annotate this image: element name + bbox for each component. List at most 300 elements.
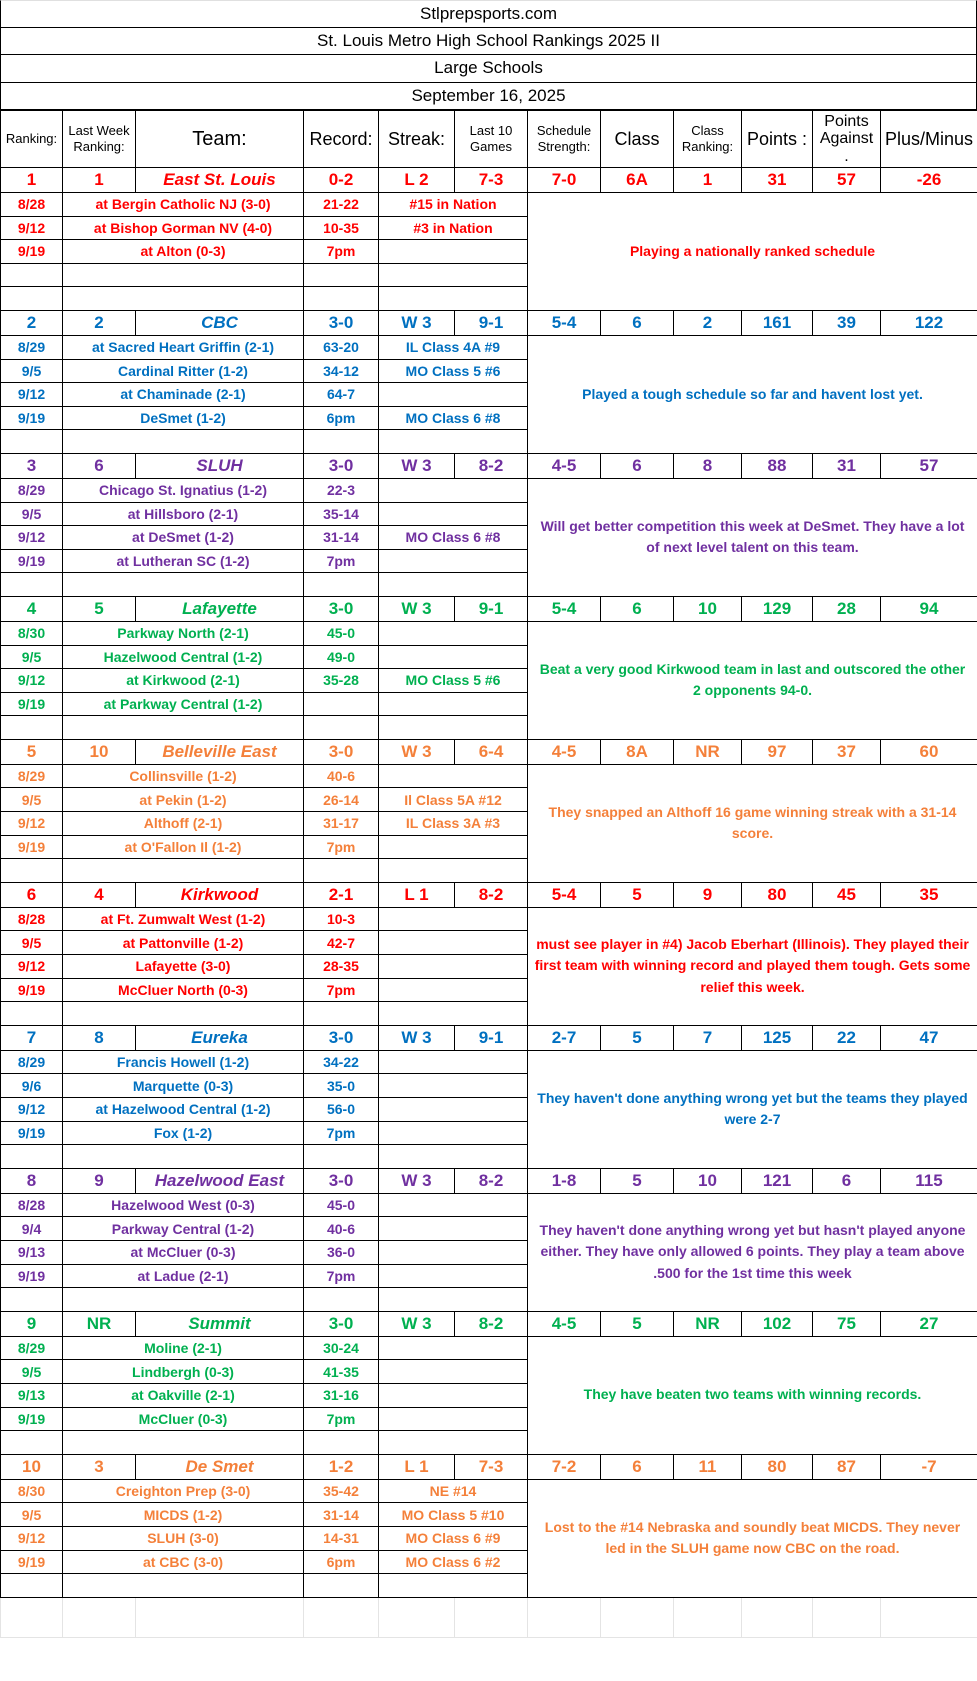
last-week-rank: 4 bbox=[63, 882, 136, 907]
game-date: 9/19 bbox=[1, 978, 63, 1002]
team-streak: W 3 bbox=[379, 596, 455, 621]
team-last10: 9-1 bbox=[455, 310, 528, 335]
schedule-strength: 4-5 bbox=[528, 739, 601, 764]
game-note bbox=[379, 907, 528, 931]
plus-minus: -26 bbox=[881, 168, 977, 193]
game-date: 9/12 bbox=[1, 955, 63, 979]
game-opponent: Francis Howell (1-2) bbox=[63, 1050, 304, 1074]
team-comment: They snapped an Althoff 16 game winning streak with a 31-14 score. bbox=[528, 764, 977, 882]
game-opponent: DeSmet (1-2) bbox=[63, 406, 304, 430]
team-rank: 5 bbox=[1, 739, 63, 764]
game-row bbox=[1, 1479, 977, 1503]
date-title: September 16, 2025 bbox=[0, 83, 977, 111]
game-date: 9/6 bbox=[1, 1074, 63, 1098]
game-result bbox=[304, 692, 379, 716]
team-name: Summit bbox=[136, 1311, 304, 1336]
game-note bbox=[379, 549, 528, 573]
team-class: 8A bbox=[601, 739, 674, 764]
game-note bbox=[379, 645, 528, 669]
game-note: MO Class 5 #6 bbox=[379, 669, 528, 693]
team-comment: must see player in #4) Jacob Eberhart (Illinois). They played their first team with winning record and played them tough. Gets some relief this week. bbox=[528, 907, 977, 1025]
points-against: 57 bbox=[813, 168, 881, 193]
game-note bbox=[379, 764, 528, 788]
team-name: Lafayette bbox=[136, 596, 304, 621]
game-date: 9/13 bbox=[1, 1240, 63, 1264]
game-opponent: at Sacred Heart Griffin (2-1) bbox=[63, 335, 304, 359]
team-streak: L 1 bbox=[379, 1454, 455, 1479]
schedule-strength: 4-5 bbox=[528, 1311, 601, 1336]
col-ranking: Ranking: bbox=[1, 111, 63, 168]
col-record: Record: bbox=[304, 111, 379, 168]
class-rank: 10 bbox=[674, 596, 742, 621]
class-rank: 1 bbox=[674, 168, 742, 193]
game-note bbox=[379, 1336, 528, 1360]
last-week-rank: 6 bbox=[63, 453, 136, 478]
points-for: 161 bbox=[742, 310, 813, 335]
game-opponent: Creighton Prep (3-0) bbox=[63, 1479, 304, 1503]
points-for: 80 bbox=[742, 1454, 813, 1479]
team-streak: W 3 bbox=[379, 1025, 455, 1050]
game-note: MO Class 6 #8 bbox=[379, 406, 528, 430]
game-date: 9/19 bbox=[1, 406, 63, 430]
site-title: Stlprepsports.com bbox=[0, 0, 977, 28]
game-result: 63-20 bbox=[304, 335, 379, 359]
col-schedule-strength: Schedule Strength: bbox=[528, 111, 601, 168]
game-date: 9/19 bbox=[1, 1550, 63, 1574]
game-note bbox=[379, 978, 528, 1002]
team-comment: Beat a very good Kirkwood team in last and outscored the other 2 opponents 94-0. bbox=[528, 621, 977, 739]
team-rank: 8 bbox=[1, 1168, 63, 1193]
game-date: 9/5 bbox=[1, 502, 63, 526]
team-row bbox=[1, 1311, 977, 1336]
game-date: 9/12 bbox=[1, 383, 63, 407]
team-name: Belleville East bbox=[136, 739, 304, 764]
team-rank: 10 bbox=[1, 1454, 63, 1479]
game-result: 42-7 bbox=[304, 931, 379, 955]
game-row bbox=[1, 193, 977, 217]
rankings-table bbox=[0, 110, 977, 1638]
game-result: 30-24 bbox=[304, 1336, 379, 1360]
game-opponent: Fox (1-2) bbox=[63, 1121, 304, 1145]
game-opponent: at Ladue (2-1) bbox=[63, 1264, 304, 1288]
team-comment: Lost to the #14 Nebraska and soundly beat MICDS. They never led in the SLUH game now CBC on the road. bbox=[528, 1479, 977, 1597]
last-week-rank: 5 bbox=[63, 596, 136, 621]
team-class: 6 bbox=[601, 310, 674, 335]
game-note: Il Class 5A #12 bbox=[379, 788, 528, 812]
team-row bbox=[1, 739, 977, 764]
game-opponent: Lindbergh (0-3) bbox=[63, 1360, 304, 1384]
game-opponent: at O'Fallon Il (1-2) bbox=[63, 835, 304, 859]
schedule-strength: 5-4 bbox=[528, 596, 601, 621]
column-header-row bbox=[1, 111, 977, 168]
team-comment: Will get better competition this week at DeSmet. They have a lot of next level talent on this team. bbox=[528, 478, 977, 596]
game-note bbox=[379, 835, 528, 859]
team-record: 3-0 bbox=[304, 739, 379, 764]
game-result: 31-16 bbox=[304, 1383, 379, 1407]
game-date: 8/29 bbox=[1, 478, 63, 502]
team-row bbox=[1, 1025, 977, 1050]
game-result: 7pm bbox=[304, 835, 379, 859]
game-date: 9/12 bbox=[1, 812, 63, 836]
col-last10: Last 10 Games bbox=[455, 111, 528, 168]
game-row bbox=[1, 907, 977, 931]
game-result: 41-35 bbox=[304, 1360, 379, 1384]
game-result: 40-6 bbox=[304, 1217, 379, 1241]
game-result: 35-14 bbox=[304, 502, 379, 526]
team-rank: 9 bbox=[1, 1311, 63, 1336]
team-class: 6 bbox=[601, 453, 674, 478]
game-note bbox=[379, 240, 528, 264]
team-record: 3-0 bbox=[304, 1168, 379, 1193]
game-note bbox=[379, 478, 528, 502]
schedule-strength: 5-4 bbox=[528, 882, 601, 907]
game-result: 6pm bbox=[304, 406, 379, 430]
game-result: 10-3 bbox=[304, 907, 379, 931]
points-against: 87 bbox=[813, 1454, 881, 1479]
game-date: 9/12 bbox=[1, 669, 63, 693]
team-streak: L 1 bbox=[379, 882, 455, 907]
schedule-strength: 5-4 bbox=[528, 310, 601, 335]
game-opponent: at Lutheran SC (1-2) bbox=[63, 549, 304, 573]
game-result: 7pm bbox=[304, 549, 379, 573]
game-date: 9/19 bbox=[1, 692, 63, 716]
last-week-rank: 8 bbox=[63, 1025, 136, 1050]
game-date: 9/19 bbox=[1, 835, 63, 859]
team-name: Kirkwood bbox=[136, 882, 304, 907]
team-class: 6A bbox=[601, 168, 674, 193]
game-row bbox=[1, 478, 977, 502]
team-row bbox=[1, 1454, 977, 1479]
team-streak: W 3 bbox=[379, 1311, 455, 1336]
game-date: 8/30 bbox=[1, 621, 63, 645]
game-opponent: SLUH (3-0) bbox=[63, 1526, 304, 1550]
game-note bbox=[379, 1360, 528, 1384]
team-record: 2-1 bbox=[304, 882, 379, 907]
game-note bbox=[379, 931, 528, 955]
game-opponent: at Hazelwood Central (1-2) bbox=[63, 1098, 304, 1122]
team-last10: 8-2 bbox=[455, 453, 528, 478]
col-streak: Streak: bbox=[379, 111, 455, 168]
game-note bbox=[379, 502, 528, 526]
game-opponent: Althoff (2-1) bbox=[63, 812, 304, 836]
game-note bbox=[379, 1240, 528, 1264]
game-result: 35-42 bbox=[304, 1479, 379, 1503]
game-date: 8/30 bbox=[1, 1479, 63, 1503]
game-row bbox=[1, 764, 977, 788]
game-opponent: Hazelwood West (0-3) bbox=[63, 1193, 304, 1217]
game-note bbox=[379, 955, 528, 979]
game-date: 9/19 bbox=[1, 240, 63, 264]
game-opponent: at Oakville (2-1) bbox=[63, 1383, 304, 1407]
team-streak: W 3 bbox=[379, 310, 455, 335]
team-comment: Playing a nationally ranked schedule bbox=[528, 193, 977, 311]
game-row bbox=[1, 1336, 977, 1360]
game-note: MO Class 5 #10 bbox=[379, 1503, 528, 1527]
team-name: East St. Louis bbox=[136, 168, 304, 193]
game-opponent: at Bergin Catholic NJ (3-0) bbox=[63, 193, 304, 217]
game-note: MO Class 6 #9 bbox=[379, 1526, 528, 1550]
game-opponent: at McCluer (0-3) bbox=[63, 1240, 304, 1264]
team-last10: 9-1 bbox=[455, 596, 528, 621]
game-opponent: McCluer (0-3) bbox=[63, 1407, 304, 1431]
col-last-week: Last Week Ranking: bbox=[63, 111, 136, 168]
game-date: 9/19 bbox=[1, 1121, 63, 1145]
team-name: Eureka bbox=[136, 1025, 304, 1050]
plus-minus: -7 bbox=[881, 1454, 977, 1479]
game-note: #3 in Nation bbox=[379, 216, 528, 240]
team-row bbox=[1, 310, 977, 335]
team-row bbox=[1, 168, 977, 193]
game-date: 9/12 bbox=[1, 216, 63, 240]
team-row bbox=[1, 1168, 977, 1193]
class-rank: 11 bbox=[674, 1454, 742, 1479]
empty-trailing-row bbox=[1, 1597, 977, 1637]
game-opponent: Marquette (0-3) bbox=[63, 1074, 304, 1098]
points-against: 31 bbox=[813, 453, 881, 478]
game-opponent: at Pekin (1-2) bbox=[63, 788, 304, 812]
game-result: 7pm bbox=[304, 1264, 379, 1288]
game-note bbox=[379, 1050, 528, 1074]
points-against: 37 bbox=[813, 739, 881, 764]
team-last10: 8-2 bbox=[455, 1168, 528, 1193]
plus-minus: 47 bbox=[881, 1025, 977, 1050]
game-note bbox=[379, 1264, 528, 1288]
game-opponent: at Hillsboro (2-1) bbox=[63, 502, 304, 526]
team-class: 6 bbox=[601, 596, 674, 621]
team-row bbox=[1, 596, 977, 621]
game-result: 26-14 bbox=[304, 788, 379, 812]
game-opponent: at Kirkwood (2-1) bbox=[63, 669, 304, 693]
game-date: 8/29 bbox=[1, 335, 63, 359]
col-points: Points : bbox=[742, 111, 813, 168]
last-week-rank: 10 bbox=[63, 739, 136, 764]
game-note bbox=[379, 692, 528, 716]
game-opponent: at CBC (3-0) bbox=[63, 1550, 304, 1574]
class-rank: 10 bbox=[674, 1168, 742, 1193]
game-opponent: Parkway Central (1-2) bbox=[63, 1217, 304, 1241]
class-rank: 7 bbox=[674, 1025, 742, 1050]
division-title: Large Schools bbox=[0, 55, 977, 83]
game-date: 8/28 bbox=[1, 1193, 63, 1217]
team-name: De Smet bbox=[136, 1454, 304, 1479]
team-record: 1-2 bbox=[304, 1454, 379, 1479]
team-last10: 6-4 bbox=[455, 739, 528, 764]
points-against: 39 bbox=[813, 310, 881, 335]
team-row bbox=[1, 453, 977, 478]
game-opponent: Parkway North (2-1) bbox=[63, 621, 304, 645]
team-record: 3-0 bbox=[304, 310, 379, 335]
plus-minus: 115 bbox=[881, 1168, 977, 1193]
game-date: 9/12 bbox=[1, 1098, 63, 1122]
team-class: 5 bbox=[601, 1311, 674, 1336]
col-points-against: Points Against . bbox=[813, 111, 881, 168]
game-opponent: at Alton (0-3) bbox=[63, 240, 304, 264]
points-against: 22 bbox=[813, 1025, 881, 1050]
team-class: 5 bbox=[601, 1168, 674, 1193]
game-row bbox=[1, 1050, 977, 1074]
game-result: 22-3 bbox=[304, 478, 379, 502]
game-opponent: Collinsville (1-2) bbox=[63, 764, 304, 788]
team-record: 3-0 bbox=[304, 1311, 379, 1336]
schedule-strength: 7-2 bbox=[528, 1454, 601, 1479]
game-opponent: Chicago St. Ignatius (1-2) bbox=[63, 478, 304, 502]
game-note bbox=[379, 1074, 528, 1098]
game-date: 9/5 bbox=[1, 359, 63, 383]
plus-minus: 57 bbox=[881, 453, 977, 478]
game-note: MO Class 6 #8 bbox=[379, 526, 528, 550]
class-rank: NR bbox=[674, 1311, 742, 1336]
page-title: St. Louis Metro High School Rankings 2025 II bbox=[0, 28, 977, 56]
game-result: 35-0 bbox=[304, 1074, 379, 1098]
game-date: 8/28 bbox=[1, 193, 63, 217]
team-streak: W 3 bbox=[379, 739, 455, 764]
game-opponent: Cardinal Ritter (1-2) bbox=[63, 359, 304, 383]
last-week-rank: NR bbox=[63, 1311, 136, 1336]
game-note: MO Class 6 #2 bbox=[379, 1550, 528, 1574]
col-class-ranking: Class Ranking: bbox=[674, 111, 742, 168]
plus-minus: 94 bbox=[881, 596, 977, 621]
schedule-strength: 2-7 bbox=[528, 1025, 601, 1050]
game-date: 9/12 bbox=[1, 526, 63, 550]
game-result: 34-12 bbox=[304, 359, 379, 383]
game-date: 9/5 bbox=[1, 1503, 63, 1527]
game-result: 21-22 bbox=[304, 193, 379, 217]
game-opponent: at Bishop Gorman NV (4-0) bbox=[63, 216, 304, 240]
game-date: 9/5 bbox=[1, 645, 63, 669]
team-rank: 1 bbox=[1, 168, 63, 193]
game-result: 7pm bbox=[304, 1121, 379, 1145]
game-opponent: at DeSmet (1-2) bbox=[63, 526, 304, 550]
points-against: 45 bbox=[813, 882, 881, 907]
game-date: 8/29 bbox=[1, 1336, 63, 1360]
last-week-rank: 9 bbox=[63, 1168, 136, 1193]
class-rank: 9 bbox=[674, 882, 742, 907]
points-for: 125 bbox=[742, 1025, 813, 1050]
game-row bbox=[1, 1193, 977, 1217]
team-class: 6 bbox=[601, 1454, 674, 1479]
team-comment: They haven't done anything wrong yet but hasn't played anyone either. They have only allowed 6 points. They play a team above .500 for the 1st time this week bbox=[528, 1193, 977, 1311]
plus-minus: 35 bbox=[881, 882, 977, 907]
points-for: 129 bbox=[742, 596, 813, 621]
points-for: 121 bbox=[742, 1168, 813, 1193]
schedule-strength: 1-8 bbox=[528, 1168, 601, 1193]
team-comment: They have beaten two teams with winning records. bbox=[528, 1336, 977, 1454]
game-opponent: Hazelwood Central (1-2) bbox=[63, 645, 304, 669]
game-note bbox=[379, 383, 528, 407]
game-date: 9/4 bbox=[1, 1217, 63, 1241]
game-note bbox=[379, 1121, 528, 1145]
team-streak: W 3 bbox=[379, 453, 455, 478]
plus-minus: 27 bbox=[881, 1311, 977, 1336]
game-result: 14-31 bbox=[304, 1526, 379, 1550]
game-date: 9/5 bbox=[1, 1360, 63, 1384]
last-week-rank: 2 bbox=[63, 310, 136, 335]
game-note: #15 in Nation bbox=[379, 193, 528, 217]
game-opponent: at Pattonville (1-2) bbox=[63, 931, 304, 955]
game-result: 10-35 bbox=[304, 216, 379, 240]
game-result: 31-14 bbox=[304, 526, 379, 550]
game-date: 9/5 bbox=[1, 788, 63, 812]
team-record: 3-0 bbox=[304, 1025, 379, 1050]
team-streak: L 2 bbox=[379, 168, 455, 193]
game-result: 34-22 bbox=[304, 1050, 379, 1074]
points-against: 75 bbox=[813, 1311, 881, 1336]
team-class: 5 bbox=[601, 882, 674, 907]
game-result: 35-28 bbox=[304, 669, 379, 693]
game-result: 45-0 bbox=[304, 1193, 379, 1217]
game-result: 56-0 bbox=[304, 1098, 379, 1122]
game-opponent: at Parkway Central (1-2) bbox=[63, 692, 304, 716]
game-note: IL Class 4A #9 bbox=[379, 335, 528, 359]
last-week-rank: 3 bbox=[63, 1454, 136, 1479]
team-name: SLUH bbox=[136, 453, 304, 478]
game-opponent: at Ft. Zumwalt West (1-2) bbox=[63, 907, 304, 931]
points-against: 28 bbox=[813, 596, 881, 621]
points-for: 80 bbox=[742, 882, 813, 907]
col-team: Team: bbox=[136, 111, 304, 168]
game-note: IL Class 3A #3 bbox=[379, 812, 528, 836]
game-note bbox=[379, 1217, 528, 1241]
team-comment: Played a tough schedule so far and havent lost yet. bbox=[528, 335, 977, 453]
game-result: 31-17 bbox=[304, 812, 379, 836]
game-result: 28-35 bbox=[304, 955, 379, 979]
game-note bbox=[379, 1383, 528, 1407]
game-row bbox=[1, 335, 977, 359]
game-date: 9/13 bbox=[1, 1383, 63, 1407]
team-rank: 3 bbox=[1, 453, 63, 478]
team-rank: 7 bbox=[1, 1025, 63, 1050]
points-for: 31 bbox=[742, 168, 813, 193]
class-rank: NR bbox=[674, 739, 742, 764]
game-note bbox=[379, 1193, 528, 1217]
team-streak: W 3 bbox=[379, 1168, 455, 1193]
game-opponent: Lafayette (3-0) bbox=[63, 955, 304, 979]
team-last10: 7-3 bbox=[455, 168, 528, 193]
points-against: 6 bbox=[813, 1168, 881, 1193]
game-note bbox=[379, 621, 528, 645]
team-last10: 7-3 bbox=[455, 1454, 528, 1479]
team-record: 3-0 bbox=[304, 453, 379, 478]
game-note: NE #14 bbox=[379, 1479, 528, 1503]
game-date: 9/5 bbox=[1, 931, 63, 955]
game-result: 31-14 bbox=[304, 1503, 379, 1527]
game-opponent: MICDS (1-2) bbox=[63, 1503, 304, 1527]
class-rank: 2 bbox=[674, 310, 742, 335]
game-date: 9/19 bbox=[1, 1264, 63, 1288]
game-result: 7pm bbox=[304, 978, 379, 1002]
game-result: 7pm bbox=[304, 1407, 379, 1431]
team-row bbox=[1, 882, 977, 907]
game-date: 8/29 bbox=[1, 764, 63, 788]
game-date: 9/19 bbox=[1, 549, 63, 573]
game-result: 36-0 bbox=[304, 1240, 379, 1264]
game-opponent: at Chaminade (2-1) bbox=[63, 383, 304, 407]
game-note bbox=[379, 1098, 528, 1122]
game-opponent: McCluer North (0-3) bbox=[63, 978, 304, 1002]
team-record: 3-0 bbox=[304, 596, 379, 621]
col-plus-minus: Plus/Minus bbox=[881, 111, 977, 168]
schedule-strength: 4-5 bbox=[528, 453, 601, 478]
team-rank: 4 bbox=[1, 596, 63, 621]
game-result: 49-0 bbox=[304, 645, 379, 669]
game-date: 9/12 bbox=[1, 1526, 63, 1550]
game-date: 9/19 bbox=[1, 1407, 63, 1431]
game-date: 8/28 bbox=[1, 907, 63, 931]
points-for: 102 bbox=[742, 1311, 813, 1336]
team-name: Hazelwood East bbox=[136, 1168, 304, 1193]
game-result: 40-6 bbox=[304, 764, 379, 788]
team-last10: 9-1 bbox=[455, 1025, 528, 1050]
